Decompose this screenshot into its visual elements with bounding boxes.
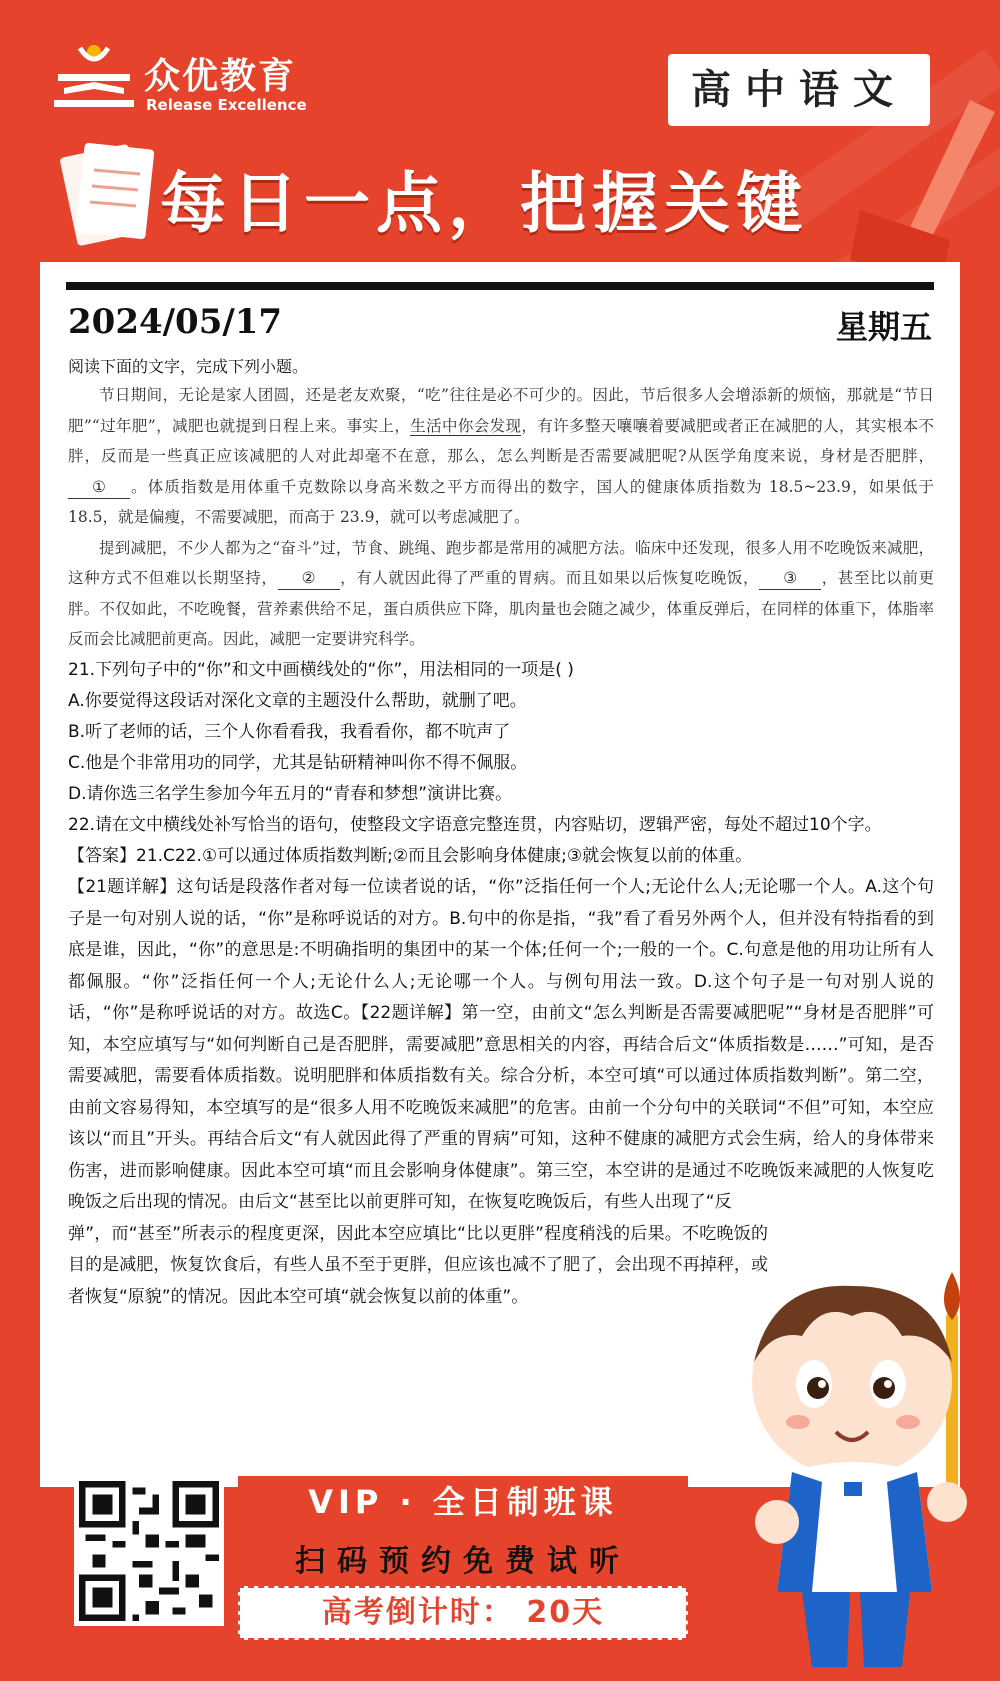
brand-tagline: Release Excellence: [146, 96, 307, 114]
underlined-phrase: 生活中你会发现: [410, 416, 522, 435]
passage-text: 。体质指数是用体重千克数除以身高米数之平方而得出的数字，国人的健康体质指数为 18.5~23.9，如果低于 18.5，就是偏瘦，不需要减肥，而高于 23.9，就可以考虑减肥了。: [68, 477, 934, 526]
weekday: 星期五: [835, 308, 932, 346]
question-21-stem: 21.下列句子中的“你”和文中画横线处的“你”，用法相同的一项是( ): [68, 659, 574, 680]
passage-text: ，甚至比以前更胖。不仅如此，不吃晚餐，营养素供给不足，蛋白质供应下降，肌肉量也会随之减少，体重反弹后，在同样的体重下，体脂率反而会比减肥前更高。因此，减肥一定要讲究科学。: [68, 569, 934, 648]
headline: 每日一点，把握关键: [160, 165, 808, 242]
article-body: [68, 354, 934, 1313]
explanation-continued: 弹”，而“甚至”所表示的程度更深，因此本空应填比“比以更胖”程度稍浅的后果。不吃晚饭的目的是减肥，恢复饮食后，有些人虽不至于更胖，但应该也减不了肥了，会出现不再掉秤，或者恢复“原貌”的情况。因此本空可填“就会恢复以前的体重”。: [68, 1223, 768, 1307]
question-21-option-a: A.你要觉得这段话对深化文章的主题没什么帮助，就删了吧。: [68, 690, 527, 711]
blank-1: ①: [68, 476, 130, 499]
pencil-icon: [820, 90, 1000, 290]
question-21-option-c: C.他是个非常用功的同学，尤其是钻研精神叫你不得不佩服。: [68, 752, 528, 773]
exam-countdown: 高考倒计时： 20天: [238, 1586, 688, 1640]
brand-name: 众优教育: [144, 56, 297, 97]
question-22-stem: 22.请在文中横线处补写恰当的语句，使整段文字语意完整连贯，内容贴切，逻辑严密，每处不超过10个字。: [68, 814, 882, 835]
brand-logo: [52, 42, 352, 122]
passage-text: 节日期间，无论是家人团圆，还是老友欢聚，“吃”往往是必不可少的。因此，节后很多人会增添新的烦恼，那就是“节日肥”“过年肥”，减肥也就提到日程上来。事实上，: [68, 386, 934, 435]
top-divider: [66, 282, 934, 290]
passage-paragraph-1: [68, 380, 934, 533]
instruction: 阅读下面的文字，完成下列小题。: [68, 357, 309, 376]
blank-3: ③: [759, 567, 821, 590]
mascot-illustration: [732, 1272, 982, 1672]
paper-icon: [60, 140, 160, 250]
scan-cta: 扫码预约免费试听: [295, 1544, 631, 1579]
question-21-option-b: B.听了老师的话，三个人你看看我，我看看你，都不吭声了: [68, 721, 511, 742]
passage-text: ，有人就因此得了严重的胃病。而且如果以后恢复吃晚饭，: [339, 569, 760, 587]
subject-label: 高中语文: [691, 66, 907, 113]
vip-banner: VIP · 全日制班课: [238, 1476, 688, 1528]
qr-icon: [79, 1481, 219, 1621]
answer-key: 【答案】21.C22.①可以通过体质指数判断;②而且会影响身体健康;③就会恢复以前的体重。: [68, 845, 753, 866]
question-21-option-d: D.请你选三名学生参加今年五月的“青春和梦想”演讲比赛。: [68, 783, 513, 804]
passage-paragraph-2: [68, 533, 934, 655]
logo-icon: [52, 42, 136, 112]
date: 2024/05/17: [68, 302, 283, 342]
qr-code[interactable]: [74, 1476, 224, 1626]
blank-2: ②: [278, 567, 340, 590]
passage-text: ，有许多整天嚷嚷着要减肥或者正在减肥的人，其实根本不胖，反而是一些真正应该减肥的人对此却毫不在意，那么，怎么判断是否需要减肥呢?从医学角度来说，身材是否肥胖，: [68, 416, 934, 465]
explanation: 【21题详解】这句话是段落作者对每一位读者说的话，“你”泛指任何一个人;无论什么人;无论哪一个人。A.这个句子是一句对别人说的话，“你”是称呼说话的对方。B.句中的你是指，“我”看了看另外两个人，但并没有特指看的到底是谁，因此，“你”的意思是:不明确指明的集团中的某一个体;任何一个;一般的一个。C.句意是他的用功让所有人都佩服。“你”泛指任何一个人;无论什么人;无论哪一个人。与例句用法一致。D.这个句子是一句对别人说的话，“你”是称呼说话的对方。故选C。【22题详解】第一空，由前文“怎么判断是否需要减肥呢”“身材是否肥胖”可知，本空应填写与“如何判断自己是否肥胖，需要减肥”意思相关的内容，再结合后文“体质指数是……”可知，是否需要减肥，需要看体质指数。说明肥胖和体质指数有关。综合分析，本空可填“可以通过体质指数判断”。第二空，由前文容易得知，本空填写的是“很多人用不吃晚饭来减肥”的危害。由前一个分句中的关联词“不但”可知，本空应该以“而且”开头。再结合后文“有人就因此得了严重的胃病”可知，这种不健康的减肥方式会生病，给人的身体带来伤害，进而影响健康。因此本空可填“而且会影响身体健康”。第三空，本空讲的是通过不吃晚饭来减肥的人恢复吃晚饭之后出现的情况。由后文“甚至比以前更胖可知，在恢复吃晚饭后，有些人出现了“反: [68, 877, 934, 1212]
passage-text: 提到减肥，不少人都为之“奋斗”过，节食、跳绳、跑步都是常用的减肥方法。临床中还发现，很多人用不吃晚饭来减肥，这种方式不但难以长期坚持，: [68, 538, 934, 587]
